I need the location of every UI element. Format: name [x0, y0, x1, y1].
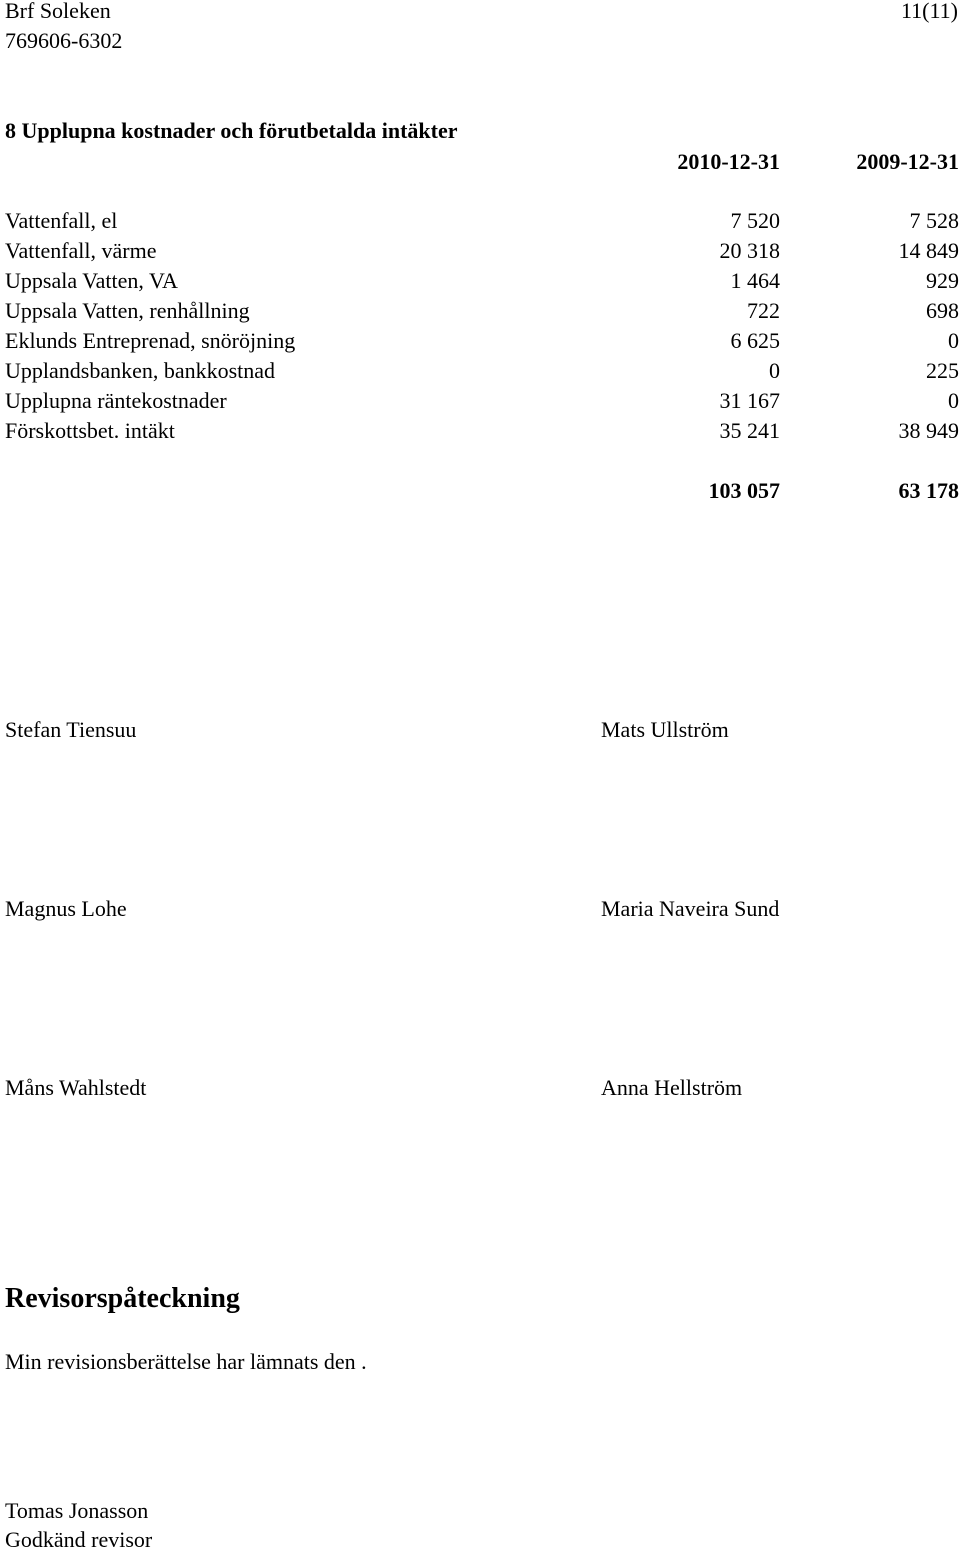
row-label: Uppsala Vatten, VA: [5, 268, 178, 293]
row-label: Vattenfall, värme: [5, 238, 157, 263]
value-2010: 722: [747, 298, 780, 323]
signatory-name: Maria Naveira Sund: [601, 896, 780, 921]
table-row: [0, 360, 960, 386]
signatory-name: Stefan Tiensuu: [5, 717, 137, 742]
value-2010: 6 625: [730, 328, 780, 353]
total-2009: 63 178: [898, 478, 959, 503]
value-2009: 0: [948, 388, 959, 413]
row-label: Upplupna räntekostnader: [5, 388, 227, 413]
auditor-statement: Min revisionsberättelse har lämnats den .: [5, 1349, 367, 1374]
organization-number: 769606-6302: [5, 28, 123, 53]
value-2010: 35 241: [719, 418, 780, 443]
signatory-name: Måns Wahlstedt: [5, 1075, 147, 1100]
signatory-name: Magnus Lohe: [5, 896, 127, 921]
auditor-role: Godkänd revisor: [5, 1527, 153, 1552]
value-2009: 929: [926, 268, 959, 293]
table-row: [0, 390, 960, 416]
value-2010: 1 464: [730, 268, 780, 293]
table-row: [0, 420, 960, 446]
column-header-2010: 2010-12-31: [677, 149, 780, 174]
value-2010: 7 520: [730, 208, 780, 233]
page-number: 11(11): [900, 0, 958, 23]
note-title: 8 Upplupna kostnader och förutbetalda intäkter: [5, 118, 458, 143]
auditor-section-title: Revisorspåteckning: [5, 1283, 240, 1314]
total-2010: 103 057: [708, 478, 780, 503]
row-label: Vattenfall, el: [5, 208, 118, 233]
value-2009: 225: [926, 358, 959, 383]
table-row: [0, 270, 960, 296]
value-2009: 698: [926, 298, 959, 323]
signatory-name: Mats Ullström: [601, 717, 729, 742]
column-header-2009: 2009-12-31: [856, 149, 959, 174]
row-label: Eklunds Entreprenad, snöröjning: [5, 328, 296, 353]
value-2010: 31 167: [719, 388, 780, 413]
table-row: [0, 240, 960, 266]
row-label: Uppsala Vatten, renhållning: [5, 298, 250, 323]
value-2009: 0: [948, 328, 959, 353]
value-2009: 38 949: [898, 418, 959, 443]
total-row: [0, 480, 960, 506]
value-2009: 14 849: [898, 238, 959, 263]
table-row: [0, 300, 960, 326]
value-2010: 0: [769, 358, 780, 383]
table-row: [0, 210, 960, 236]
auditor-name: Tomas Jonasson: [5, 1498, 149, 1523]
value-2009: 7 528: [909, 208, 959, 233]
organization-name: Brf Soleken: [5, 0, 111, 23]
row-label: Upplandsbanken, bankkostnad: [5, 358, 276, 383]
value-2010: 20 318: [719, 238, 780, 263]
table-row: [0, 330, 960, 356]
row-label: Förskottsbet. intäkt: [5, 418, 175, 443]
signatory-name: Anna Hellström: [601, 1075, 743, 1100]
